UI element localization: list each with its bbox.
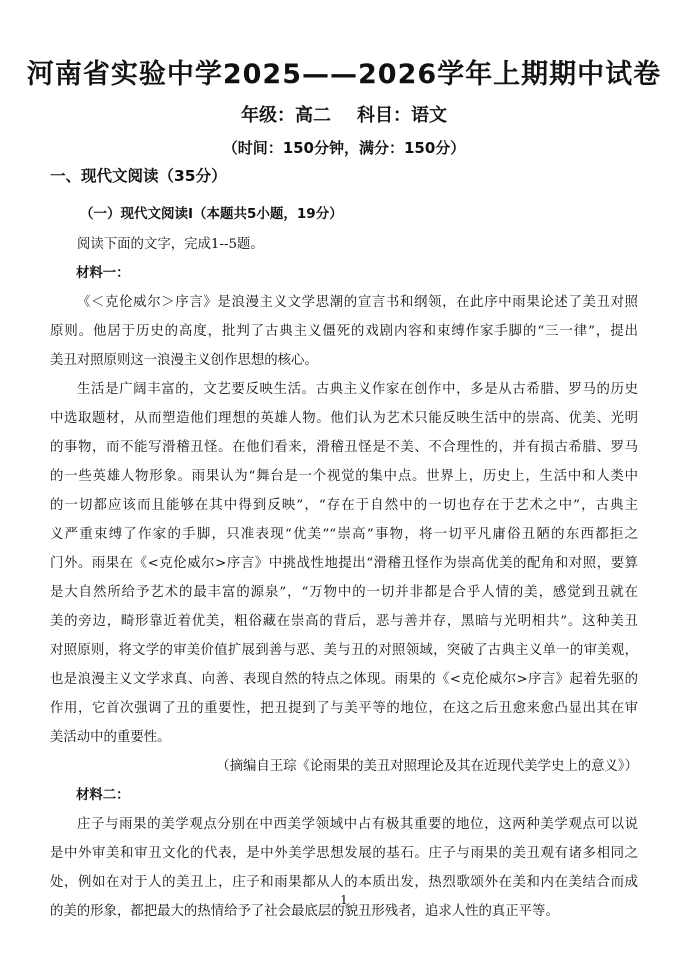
paragraph-line: 义严重束缚了作家的手脚，只准表现“优美”“崇高”事物，将一切平凡庸俗丑陋的东西都拒之 <box>50 527 638 542</box>
paragraph-line: 庄子与雨果的美学观点分别在中西美学领域中占有极其重要的地位，这两种美学观点可以说 <box>77 817 638 832</box>
material1-source: （摘编自王琮《论雨果的美丑对照理论及其在近现代美学史上的意义》） <box>216 759 638 774</box>
paragraph-line: 美活动中的重要性。 <box>50 730 171 745</box>
exam-subtitle <box>0 101 688 127</box>
paragraph-line: 对照原则，将文学的审美价值扩展到善与恶、美与丑的对照领域，突破了古典主义单一的审美观， <box>50 643 638 658</box>
paragraph-line: 作用，它首次强调了丑的重要性，把丑提到了与美平等的地位，在这之后丑愈来愈凸显出其在审 <box>50 701 638 716</box>
paragraph-line: 门外。雨果在《<克伦威尔>序言》中挑战性地提出“滑稽丑怪作为崇高优美的配角和对照，要算 <box>50 556 638 571</box>
paragraph-line: 中选取题材，从而塑造他们理想的英雄人物。他们认为艺术只能反映生活中的崇高、优美、光明 <box>50 411 638 426</box>
paragraph-line: 是大自然所给予艺术的最丰富的源泉”，“万物中的一切并非都是合乎人情的美，感觉到丑就在 <box>50 585 638 600</box>
section-heading: 一、现代文阅读（35分） <box>50 167 227 185</box>
paragraph-line: 是中外审美和审丑文化的代表，是中外美学思想发展的基石。庄子与雨果的美丑观有诸多相同之 <box>50 846 638 861</box>
paragraph-line: 的美的形象，都把最大的热情给予了社会最底层的貌丑形残者，追求人性的真正平等。 <box>50 904 559 919</box>
subject-label: 科目：语文 <box>357 105 447 126</box>
paragraph-line: 处，例如在对于人的美丑上，庄子和雨果都从人的本质出发，热烈歌颂外在美和内在美结合而成 <box>50 875 638 890</box>
paragraph-line: 《＜克伦威尔＞序言》是浪漫主义文学思潮的宣言书和纲领，在此序中雨果论述了美丑对照 <box>77 295 638 310</box>
paragraph-line: 的一些英雄人物形象。雨果认为“舞台是一个视觉的集中点。世界上，历史上，生活中和人类中 <box>50 469 638 484</box>
passage-body <box>50 230 638 926</box>
paragraph-line: 美丑对照原则这一浪漫主义创作思想的核心。 <box>50 353 318 368</box>
grade-label: 年级：高二 <box>241 105 331 126</box>
material1-label: 材料一： <box>76 265 130 281</box>
paragraph-line: 原则。他居于历史的高度，批判了古典主义僵死的戏剧内容和束缚作家手脚的“三一律”，提出 <box>50 324 638 339</box>
exam-title: 河南省实验中学2025——2026学年上期期中试卷 <box>26 59 662 90</box>
paragraph-line: 也是浪漫主义文学求真、向善、表现自然的特点之体现。雨果的《<克伦威尔>序言》起着先驱的 <box>50 672 638 687</box>
paragraph-line: 生活是广阔丰富的，文艺要反映生活。古典主义作家在创作中，多是从古希腊、罗马的历史 <box>77 382 638 397</box>
paragraph-line: 的一切都应该而且能够在其中得到反映”，“存在于自然中的一切也存在于艺术之中”，古典主 <box>50 498 638 513</box>
paragraph-line: 的事物，而不能写滑稽丑怪。在他们看来，滑稽丑怪是不美、不合理性的，并有损古希腊、罗马 <box>50 440 638 455</box>
material2-label: 材料二： <box>76 787 130 803</box>
subsection-heading: （一）现代文阅读Ⅰ（本题共5小题，19分） <box>80 206 343 222</box>
paragraph-line: 美的旁边，畸形靠近着优美，粗俗藏在崇高的背后，恶与善并存，黑暗与光明相共”。这种美丑 <box>50 614 638 629</box>
page-number: 1 <box>340 893 348 907</box>
time-info: （时间：150分钟，满分：150分） <box>222 139 466 157</box>
reading-instruction: 阅读下面的文字，完成1--5题。 <box>77 237 264 252</box>
